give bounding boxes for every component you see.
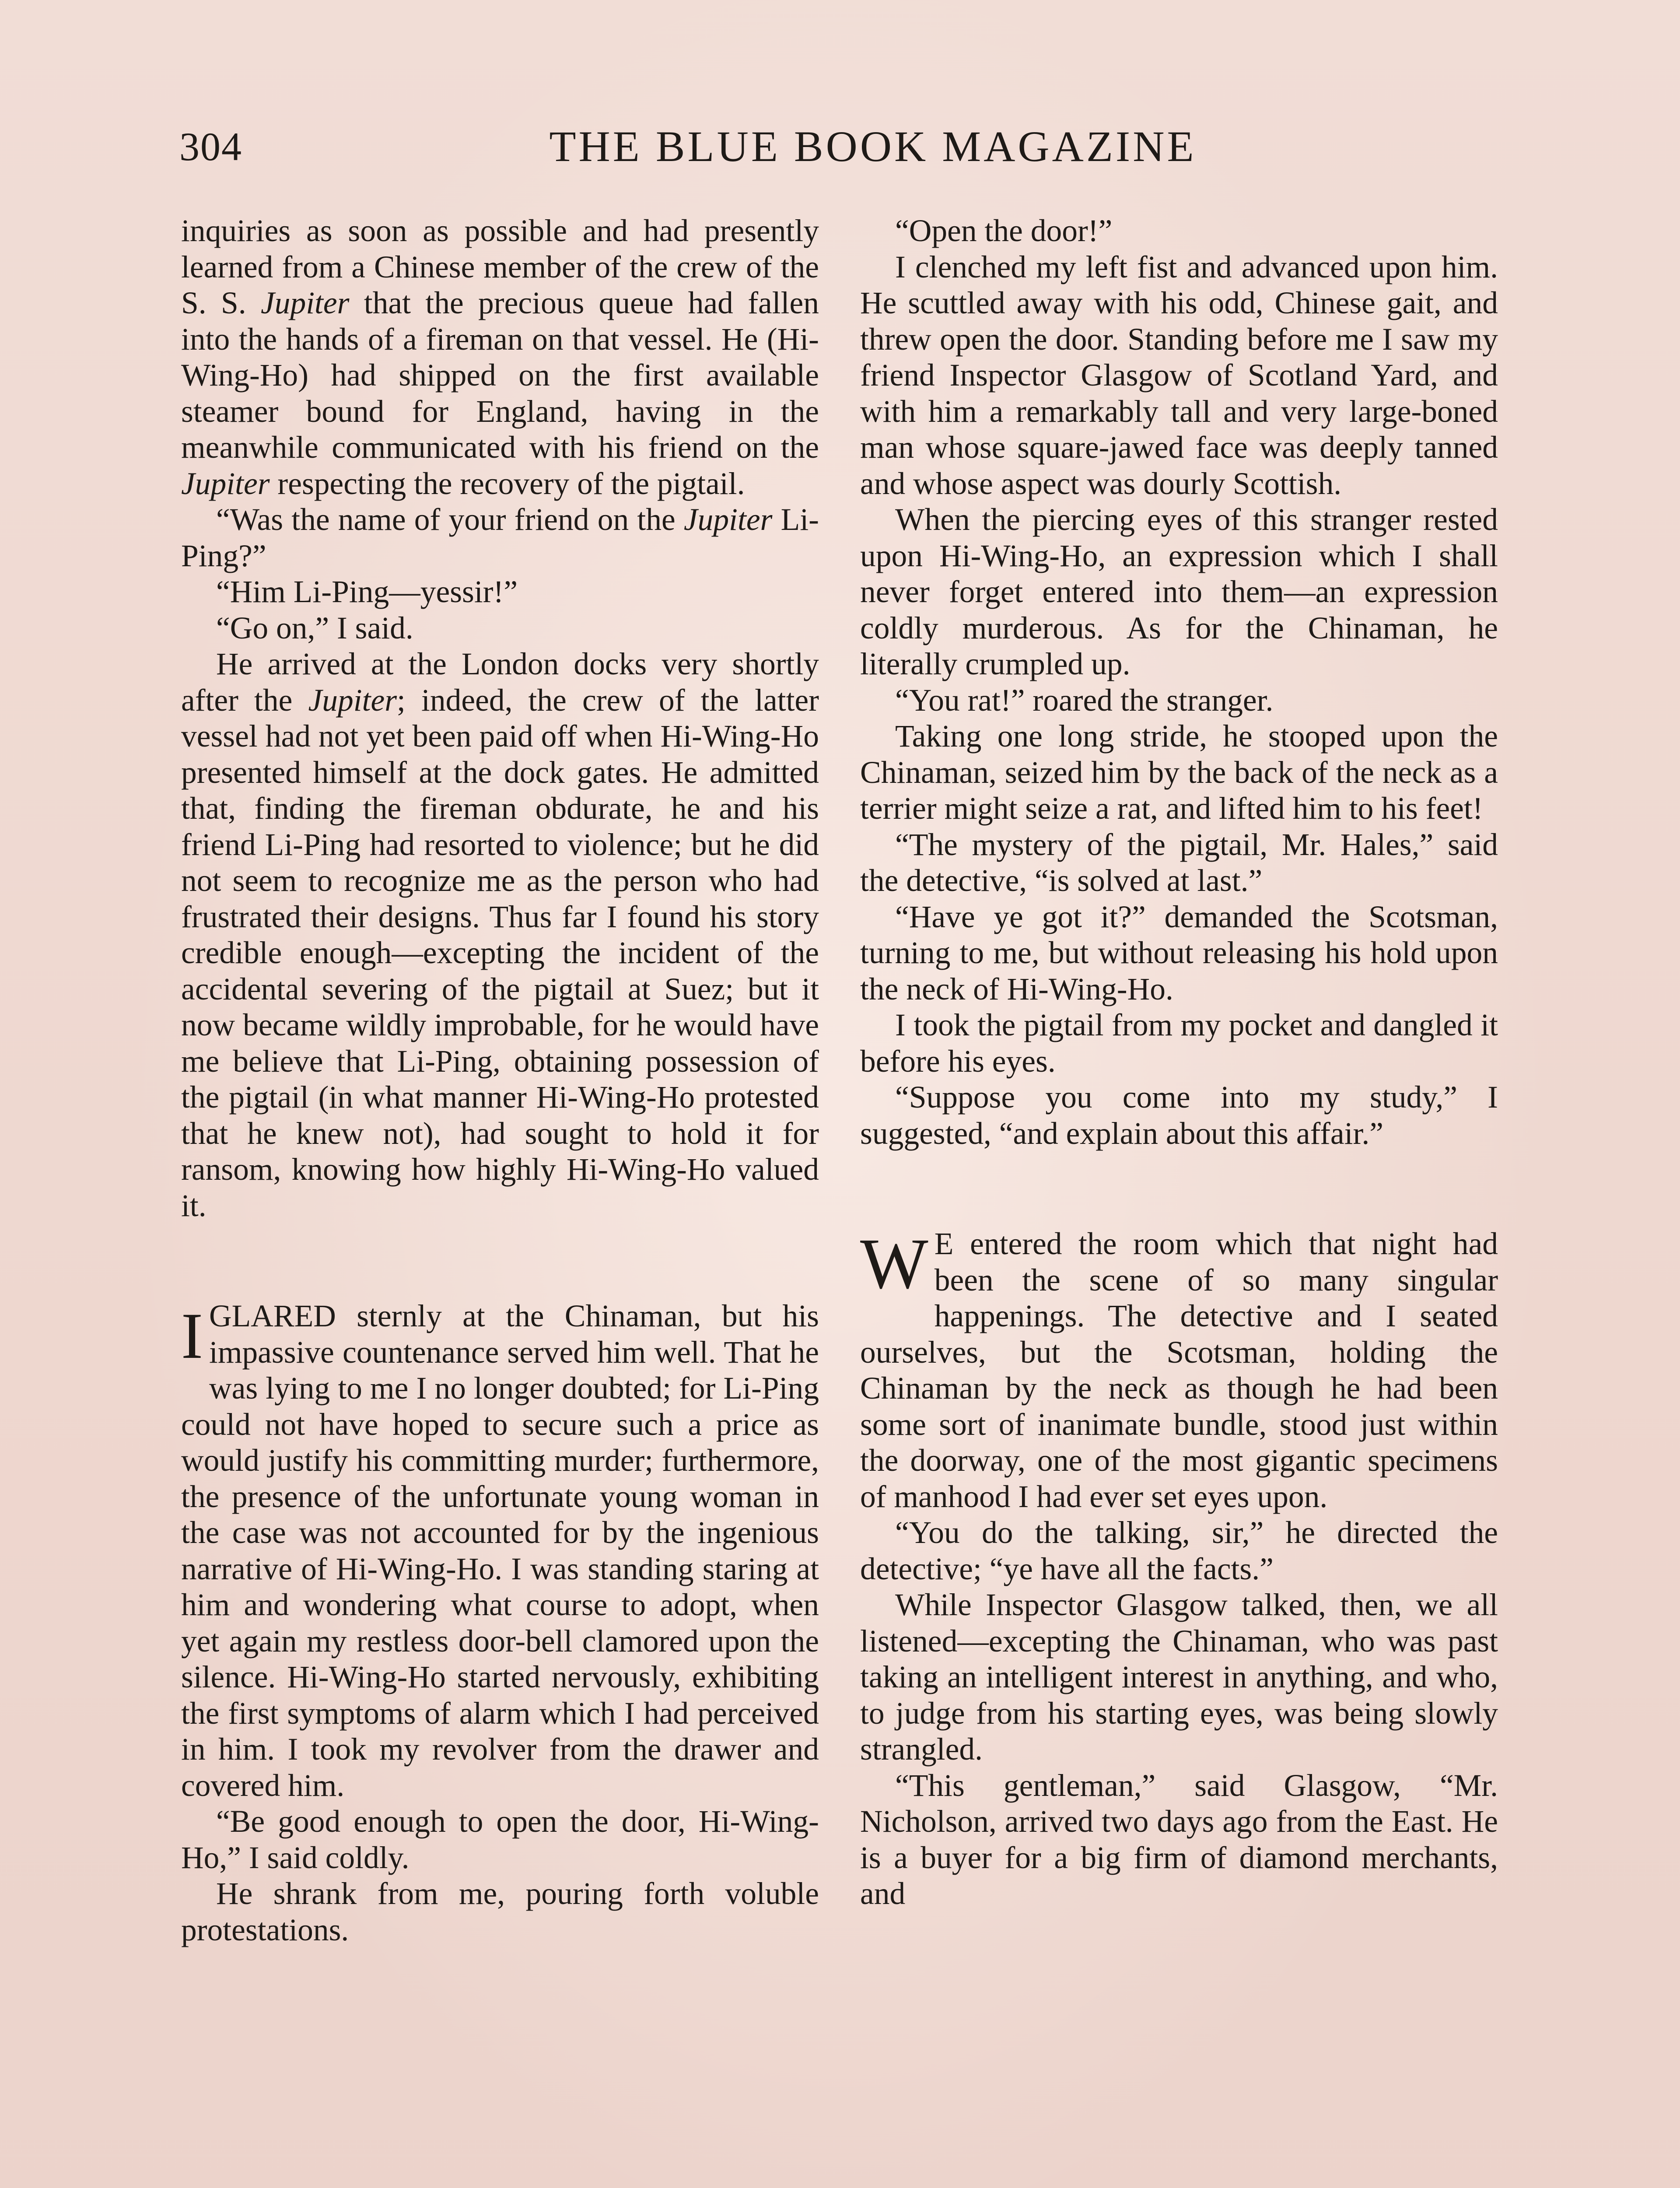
paragraph: He arrived at the London docks very shortly after the Jupiter; indeed, the crew of the latter vessel had not yet been paid off when Hi-Wing-Ho presented himself at the dock gates. He admitted that, finding the fireman obdurate, he and his friend Li-Ping had resorted to violence; but he did not seem to recognize me as the person who had frustrated their designs. Thus far I found his story credible enough—excepting the incident of the accidental severing of the pigtail at Suez; but it now became wildly improbable, for he would have me believe that Li-Ping, obtaining possession of the pigtail (in what manner Hi-Wing-Ho protested that he knew not), had sought to hold it for ransom, knowing how highly Hi-Wing-Ho valued it. <box>181 647 819 1223</box>
section-start-paragraph <box>860 1226 1498 1515</box>
ship-name: Jupiter <box>181 466 270 501</box>
paragraph: “You rat!” roared the stranger. <box>895 683 1274 718</box>
paragraph: I took the pigtail from my pocket and dangled it before his eyes. <box>860 1008 1498 1079</box>
paragraph: “Go on,” I said. <box>216 610 413 645</box>
paragraph: “Be good enough to open the door, Hi-Wing-Ho,” I said coldly. <box>181 1804 819 1875</box>
drop-cap: I <box>181 1300 203 1372</box>
paragraph: “This gentleman,” said Glasgow, “Mr. Nicholson, arrived two days ago from the East. He is a buyer for a big firm of diamond merchants, and <box>860 1768 1498 1911</box>
paragraph: “Was the name of your friend on the Jupiter Li-Ping?” <box>181 502 819 573</box>
paragraph: “Have ye got it?” demanded the Scotsman, turning to me, but without releasing his hold upon the neck of Hi-Wing-Ho. <box>860 899 1498 1006</box>
paragraph: “Suppose you come into my study,” I suggested, “and explain about this affair.” <box>860 1080 1498 1151</box>
ship-name: Jupiter <box>683 502 773 537</box>
left-column <box>181 213 819 1948</box>
paragraph-text: E entered the room which that night had been the scene of so many singular happenings. The detective and I seated ourselves, but the Scotsman, holding the Chinaman by the neck as though he had been some sort of inanimate bundle, stood just within the doorway, one of the most gigantic specimens of manhood I had ever set eyes upon. <box>860 1227 1498 1514</box>
paragraph: “Him Li-Ping—yessir!” <box>216 575 518 609</box>
paragraph-text: GLARED sternly at the Chinaman, but his impassive countenance served him well. That he was lying to me I no longer doubted; for Li-Ping could not have hoped to secure such a price as would justify his committing murder; furthermore, the presence of the unfortunate young woman in the case was not accounted for by the ingenious narrative of Hi-Wing-Ho. I was standing staring at him and wondering what course to adopt, when yet again my restless door-bell clamored upon the silence. Hi-Wing-Ho started nervously, exhibiting the first symptoms of alarm which I had perceived in him. I took my revolver from the drawer and covered him. <box>181 1299 819 1803</box>
drop-cap: W <box>860 1224 928 1304</box>
paragraph: When the piercing eyes of this stranger rested upon Hi-Wing-Ho, an expression which I shall never forget entered into them—an expression coldly murderous. As for the Chinaman, he literally crumpled up. <box>860 502 1498 681</box>
ship-name: Jupiter <box>260 286 350 320</box>
running-title: THE BLUE BOOK MAGAZINE <box>549 122 1197 171</box>
paragraph: He shrank from me, pouring forth voluble protestations. <box>181 1876 819 1947</box>
page-number: 304 <box>179 124 242 169</box>
paragraph: I clenched my left fist and advanced upon him. He scuttled away with his odd, Chinese gait, and threw open the door. Standing before me I saw my friend Inspector Glasgow of Scotland Yard, and with him a remarkably tall and very large-boned man whose square-jawed face was deeply tanned and whose aspect was dourly Scottish. <box>860 249 1498 501</box>
ship-name: Jupiter <box>308 683 397 718</box>
paragraph: “The mystery of the pigtail, Mr. Hales,” said the detective, “is solved at last.” <box>860 827 1498 898</box>
paragraph: While Inspector Glasgow talked, then, we all listened—excepting the Chinaman, who was past taking an intelligent interest in anything, and who, to judge from his starting eyes, was being slowly strangled. <box>860 1588 1498 1767</box>
section-start-paragraph <box>181 1298 819 1804</box>
paragraph: “Open the door!” <box>895 214 1113 248</box>
paragraph: inquiries as soon as possible and had presently learned from a Chinese member of the crew of the S. S. Jupiter that the precious queue had fallen into the hands of a fireman on that vessel. He (Hi-Wing-Ho) had shipped on the first available steamer bound for England, having in the meanwhile communicated with his friend on the Jupiter respecting the recovery of the pigtail. <box>181 214 819 501</box>
paragraph: “You do the talking, sir,” he directed the detective; “ye have all the facts.” <box>860 1515 1498 1586</box>
paragraph: Taking one long stride, he stooped upon the Chinaman, seized him by the back of the neck as a terrier might seize a rat, and lifted him to his feet! <box>860 719 1498 826</box>
page-header <box>179 118 1479 175</box>
right-column <box>860 213 1498 1912</box>
